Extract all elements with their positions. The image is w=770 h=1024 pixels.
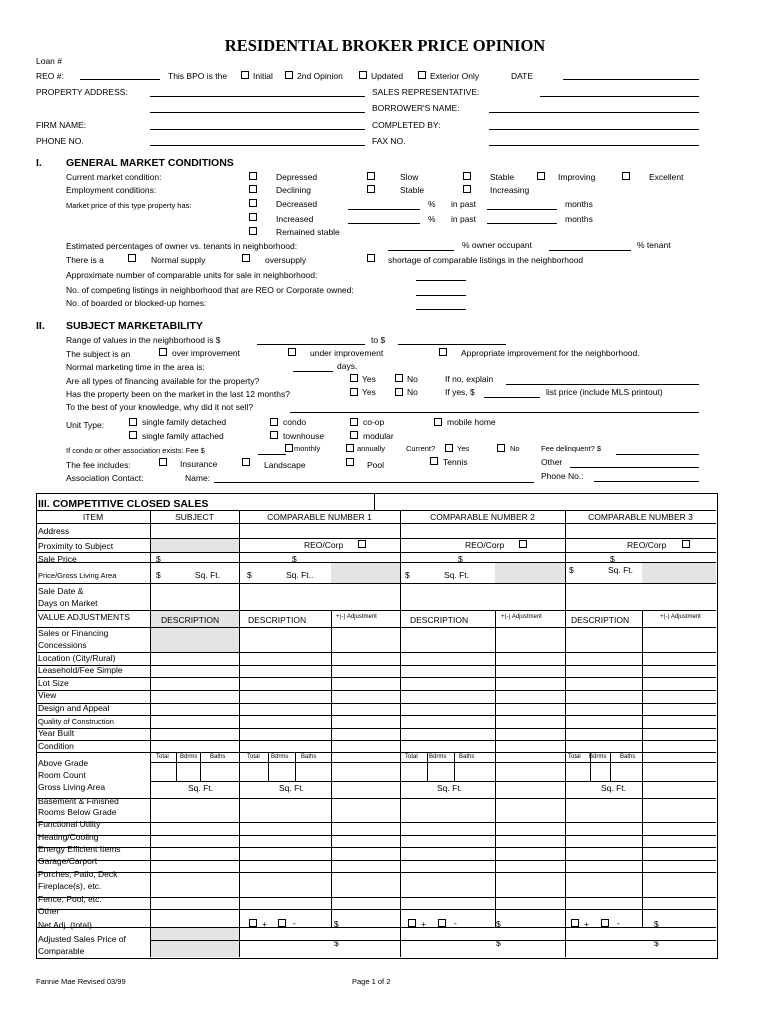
decreased-months-label: months [565,199,593,209]
row-quality: Quality of Construction [38,717,114,726]
comp3-plus-label: + [584,919,589,929]
condo-label: condo [283,417,307,427]
increasing-label: Increasing [490,185,530,195]
other-fee-field[interactable] [570,467,699,468]
row-year-built: Year Built [38,728,75,738]
normal-time-field[interactable] [293,371,333,372]
improving-checkbox[interactable] [537,172,545,180]
insurance-checkbox[interactable] [159,458,167,466]
comp1-gla-value-sqft: Sq. Ft. [279,783,305,793]
why-not-sell-label: To the best of your knowledge, why did it not sell? [66,402,254,412]
other-fee-label: Other [541,457,563,467]
pool-label: Pool [367,460,385,470]
assoc-phone-field[interactable] [594,481,699,482]
property-address-line2[interactable] [150,112,365,113]
row-value-adjustments: VALUE ADJUSTMENTS [38,612,130,622]
row-porches: Porches, Patio, Deck [38,869,118,879]
comp2-gla-dollar: $ [405,570,410,580]
comp1-plus-checkbox[interactable] [249,919,257,927]
listed-no-checkbox[interactable] [395,388,403,396]
comp1-gla-sqft: Sq. Ft.. [286,570,314,580]
assoc-fee-field[interactable] [258,454,286,455]
financing-yes-label: Yes [362,374,376,384]
listed-yes-checkbox[interactable] [350,388,358,396]
row-room-count: Room Count [38,770,86,780]
competitive-sales-table [36,493,718,959]
date-label: DATE [511,71,534,81]
under-improvement-label: under improvement [310,348,384,358]
financing-yes-checkbox[interactable] [350,374,358,382]
increasing-checkbox[interactable] [463,185,471,193]
row-functional: Functional Utility [38,819,101,829]
comp3-gla-dollar: $ [569,565,574,575]
firm-name-field[interactable] [150,129,365,130]
assoc-phone-label: Phone No.: [541,471,584,481]
approx-units-label: Approximate number of comparable units for sale in neighborhood: [66,270,318,280]
modular-checkbox[interactable] [350,431,358,439]
market-price-label: Market price of this type property has: [66,201,192,210]
row-concessions: Concessions [38,640,87,650]
range-to-label: to $ [371,335,386,345]
sfd-label: single family detached [142,417,227,427]
comp2-total-label: Total [405,754,418,760]
footer-revised: Fannie Mae Revised 03/99 [36,977,126,986]
subject-sale-price-dollar: $ [156,554,161,564]
boarded-field[interactable] [416,309,466,310]
comp1-minus-label: - [293,918,296,928]
comp2-plus-label: + [421,919,426,929]
comp3-minus-label: - [617,918,620,928]
coop-label: co-op [363,417,385,427]
slow-label: Slow [400,172,419,182]
row-proximity: Proximity to Subject [38,541,114,551]
decreased-pct-field[interactable] [348,209,420,210]
competing-field[interactable] [416,295,466,296]
comp2-adjusted-dollar: $ [496,938,501,948]
appropriate-checkbox[interactable] [439,348,447,356]
row-view: View [38,690,57,700]
comp2-baths-label: Baths [459,754,475,760]
assoc-contact-label: Association Contact: [66,473,144,483]
shortage-checkbox[interactable] [367,254,375,262]
comp1-gla-dollar: $ [247,570,252,580]
comp2-reo-label: REO/Corp [465,540,505,550]
appropriate-label: Appropriate improvement for the neighborhood. [461,348,640,358]
mobile-home-checkbox[interactable] [434,418,442,426]
list-price-field[interactable] [484,397,540,398]
comp1-bdrms-label: Bdrms [271,754,289,760]
townhouse-checkbox[interactable] [270,431,278,439]
comp3-gla-sqft: Sq. Ft. [608,565,634,575]
employment-label: Employment conditions: [66,185,157,195]
borrower-label: BORROWER'S NAME: [372,103,460,113]
decreased-pct-sign: % [428,199,436,209]
comp1-description-header: DESCRIPTION [248,615,307,625]
over-improvement-checkbox[interactable] [159,348,167,356]
comp2-plus-checkbox[interactable] [408,919,416,927]
comp2-gla-sqft: Sq. Ft. [444,570,470,580]
row-heating: Heating/Cooling [38,832,99,842]
row-dom: Days on Market [38,598,98,608]
fax-label: FAX NO. [372,136,406,146]
firm-name-label: FIRM NAME: [36,120,87,130]
comp2-sale-price-dollar: $ [458,554,463,564]
coop-checkbox[interactable] [350,418,358,426]
comp3-sale-price-dollar: $ [610,554,615,564]
pool-checkbox[interactable] [346,458,354,466]
row-location: Location (City/Rural) [38,653,116,663]
increased-months-label: months [565,214,593,224]
comp3-gla-value-sqft: Sq. Ft. [601,783,627,793]
listed-no-label: No [407,387,418,397]
comp2-reo-checkbox[interactable] [519,540,527,548]
footer-page: Page 1 of 2 [352,977,391,986]
days-label: days. [337,361,358,371]
comp1-reo-label: REO/Corp [304,540,344,550]
current-market-label: Current market condition: [66,172,162,182]
declining-label: Declining [276,185,311,195]
tenant-label: % tenant [637,240,671,250]
header-item: ITEM [82,512,104,522]
comp3-reo-label: REO/Corp [627,540,667,550]
bpo-is-label: This BPO is the [168,71,228,81]
increased-pct-field[interactable] [348,223,420,224]
row-condition: Condition [38,741,74,751]
subject-bdrms-label: Bdrms [180,754,198,760]
list-price-label: list price (include MLS printout) [546,387,663,397]
row-sale-date: Sale Date & [38,586,84,596]
declining-checkbox[interactable] [249,185,257,193]
comp1-minus-checkbox[interactable] [278,919,286,927]
range-low-field[interactable] [257,344,365,345]
row-fence: Fence, Pool, etc. [38,894,102,904]
comp3-total-label: Total [568,754,581,760]
financing-label: Are all types of financing available for the property? [66,376,260,386]
exterior-only-label: Exterior Only [430,71,480,81]
comp1-baths-label: Baths [301,754,317,760]
tennis-label: Tennis [443,457,468,467]
normal-time-label: Normal marketing time in the area is: [66,362,205,372]
second-opinion-checkbox[interactable] [285,71,293,79]
fee-delinquent-label: Fee delinquent? $ [541,444,602,453]
row-adjusted-price: Adjusted Sales Price of [38,934,126,944]
decreased-checkbox[interactable] [249,199,257,207]
increased-label: Increased [276,214,314,224]
current-no-label: No [510,444,520,453]
row-comparable: Comparable [38,946,85,956]
comp3-adjusted-dollar: $ [654,938,659,948]
landscape-checkbox[interactable] [242,458,250,466]
row-other: Other [38,906,60,916]
financing-no-checkbox[interactable] [395,374,403,382]
comp2-description-header: DESCRIPTION [410,615,469,625]
row-energy: Energy Efficient Items [38,844,121,854]
modular-label: modular [363,431,394,441]
annually-label: annually [357,444,385,453]
comp1-total-label: Total [247,754,260,760]
subject-gla-value-sqft: Sq. Ft. [188,783,214,793]
row-fireplace: Fireplace(s), etc. [38,881,102,891]
property-address-label: PROPERTY ADDRESS: [36,87,128,97]
stable-employment-label: Stable [400,185,425,195]
range-label: Range of values in the neighborhood is $ [66,335,221,345]
row-address: Address [38,526,70,536]
competing-label: No. of competing listings in neighborhood that are REO or Corporate owned: [66,285,354,295]
completed-by-label: COMPLETED BY: [372,120,441,130]
comp3-minus-checkbox[interactable] [601,919,609,927]
initial-checkbox[interactable] [241,71,249,79]
subject-is-label: The subject is an [66,349,131,359]
current-yes-label: Yes [457,444,470,453]
section-2-number: II. [36,320,45,332]
subject-gla-dollar: $ [156,570,161,580]
improving-label: Improving [558,172,596,182]
stable-employment-checkbox[interactable] [367,185,375,193]
annually-checkbox[interactable] [346,444,354,452]
insurance-label: Insurance [180,459,218,469]
listed-yes-label: Yes [362,387,376,397]
boarded-label: No. of boarded or blocked-up homes: [66,298,207,308]
form-title: RESIDENTIAL BROKER PRICE OPINION [224,36,546,55]
fee-delinquent-field[interactable] [616,454,699,455]
normal-supply-label: Normal supply [151,255,206,265]
comp2-bdrms-label: Bdrms [429,754,447,760]
date-field[interactable] [563,79,699,80]
listed-label: Has the property been on the market in the last 12 months? [66,389,290,399]
tenant-field[interactable] [549,250,631,251]
owner-occupant-field[interactable] [388,250,454,251]
increased-checkbox[interactable] [249,213,257,221]
oversupply-checkbox[interactable] [242,254,250,262]
owner-occupant-label: % owner occupant [462,240,532,250]
phone-field[interactable] [150,145,365,146]
comp1-plus-label: + [262,919,267,929]
condo-checkbox[interactable] [270,418,278,426]
stable-market-label: Stable [490,172,515,182]
comp1-net-dollar: $ [334,919,339,929]
row-price-gla: Price/Gross Living Area [38,571,117,580]
assoc-fee-label: If condo or other association exists: Fee $ [66,446,205,455]
comp1-adjusted-dollar: $ [334,938,339,948]
exterior-only-checkbox[interactable] [418,71,426,79]
comp1-adjustment-header: +(-) Adjustment [336,614,377,620]
comp3-reo-checkbox[interactable] [682,540,690,548]
over-improvement-label: over improvement [172,348,241,358]
comp1-reo-checkbox[interactable] [358,540,366,548]
header-comparable-2: COMPARABLE NUMBER 2 [430,512,535,522]
updated-checkbox[interactable] [359,71,367,79]
stable-market-checkbox[interactable] [463,172,471,180]
comp3-adjustment-header: +(-) Adjustment [660,614,701,620]
sfa-label: single family attached [142,431,224,441]
townhouse-label: townhouse [283,431,325,441]
section-3-title: III. COMPETITIVE CLOSED SALES [38,498,209,510]
decreased-in-past: in past [451,199,477,209]
reo-label: REO #: [36,71,64,81]
row-garage: Garage/Carport [38,856,98,866]
row-rooms-below: Rooms Below Grade [38,807,117,817]
header-comparable-3: COMPARABLE NUMBER 3 [588,512,693,522]
slow-checkbox[interactable] [367,172,375,180]
row-design: Design and Appeal [38,703,110,713]
row-above-grade: Above Grade [38,758,89,768]
decreased-months-field[interactable] [487,209,557,210]
borrower-field[interactable] [489,112,699,113]
phone-label: PHONE NO. [36,136,84,146]
decreased-label: Decreased [276,199,318,209]
sfa-checkbox[interactable] [129,431,137,439]
comp3-baths-label: Baths [620,754,636,760]
loan-label: Loan # [36,56,62,66]
there-is-label: There is a [66,255,104,265]
comp2-minus-checkbox[interactable] [438,919,446,927]
increased-pct-sign: % [428,214,436,224]
comp1-sale-price-dollar: $ [292,554,297,564]
oversupply-label: oversupply [265,255,307,265]
sales-rep-label: SALES REPRESENTATIVE: [372,87,480,97]
row-sales-financing: Sales or Financing [38,628,109,638]
excellent-checkbox[interactable] [622,172,630,180]
comp2-minus-label: - [454,918,457,928]
remained-stable-checkbox[interactable] [249,227,257,235]
section-1-number: I. [36,157,42,169]
row-sale-price: Sale Price [38,554,77,564]
subject-baths-label: Baths [210,754,226,760]
section-1-title: GENERAL MARKET CONDITIONS [66,157,234,169]
row-lot-size: Lot Size [38,678,69,688]
subject-total-label: Total [156,754,169,760]
comp3-net-dollar: $ [654,919,659,929]
excellent-label: Excellent [649,172,684,182]
current-yes-checkbox[interactable] [445,444,453,452]
property-address-field[interactable] [150,96,365,97]
monthly-checkbox[interactable] [285,444,293,452]
comp3-plus-checkbox[interactable] [571,919,579,927]
row-net-adj: Net Adj. (total) [38,920,92,930]
second-opinion-label: 2nd Opinion [297,71,343,81]
if-no-field[interactable] [506,384,699,385]
normal-supply-checkbox[interactable] [128,254,136,262]
current-no-checkbox[interactable] [497,444,505,452]
landscape-label: Landscape [264,460,306,470]
financing-no-label: No [407,374,418,384]
initial-label: Initial [253,71,273,81]
if-yes-label: If yes, $ [445,387,475,397]
monthly-label: monthly [294,444,321,453]
under-improvement-checkbox[interactable] [288,348,296,356]
subject-description-header: DESCRIPTION [161,615,220,625]
row-basement: Basement & Finished [38,796,119,806]
row-gla: Gross Living Area [38,782,106,792]
fee-includes-label: The fee includes: [66,460,131,470]
subject-gla-sqft: Sq. Ft. [195,570,221,580]
updated-label: Updated [371,71,404,81]
comp3-description-header: DESCRIPTION [571,615,630,625]
comp2-net-dollar: $ [496,919,501,929]
completed-by-field[interactable] [489,129,699,130]
unit-type-label: Unit Type: [66,420,105,430]
sales-rep-field[interactable] [540,96,699,97]
comp2-gla-value-sqft: Sq. Ft. [437,783,463,793]
range-high-field[interactable] [398,344,506,345]
assoc-name-field[interactable] [214,482,534,483]
header-comparable-1: COMPARABLE NUMBER 1 [267,512,372,522]
if-no-label: If no, explain [445,374,494,384]
fax-field[interactable] [489,145,699,146]
approx-units-field[interactable] [416,280,466,281]
why-not-sell-field[interactable] [290,412,699,413]
depressed-checkbox[interactable] [249,172,257,180]
remained-stable-label: Remained stable [276,227,340,237]
section-2-title: SUBJECT MARKETABILITY [66,320,203,332]
sfd-checkbox[interactable] [129,418,137,426]
current-label: Current? [406,444,436,453]
estimated-label: Estimated percentages of owner vs. tenants in neighborhood: [66,241,298,251]
reo-field[interactable] [80,79,160,80]
increased-in-past: in past [451,214,477,224]
increased-months-field[interactable] [487,223,557,224]
assoc-name-label: Name: [185,473,211,483]
header-subject: SUBJECT [175,512,214,522]
row-leasehold: Leasehold/Fee Simple [38,665,123,675]
mobile-home-label: mobile home [447,417,496,427]
tennis-checkbox[interactable] [430,457,438,465]
comp2-adjustment-header: +(-) Adjustment [501,614,542,620]
comp3-bdrms-label: Bdrms [589,754,607,760]
depressed-label: Depressed [276,172,318,182]
shortage-label: shortage of comparable listings in the neighborhood [388,255,584,265]
